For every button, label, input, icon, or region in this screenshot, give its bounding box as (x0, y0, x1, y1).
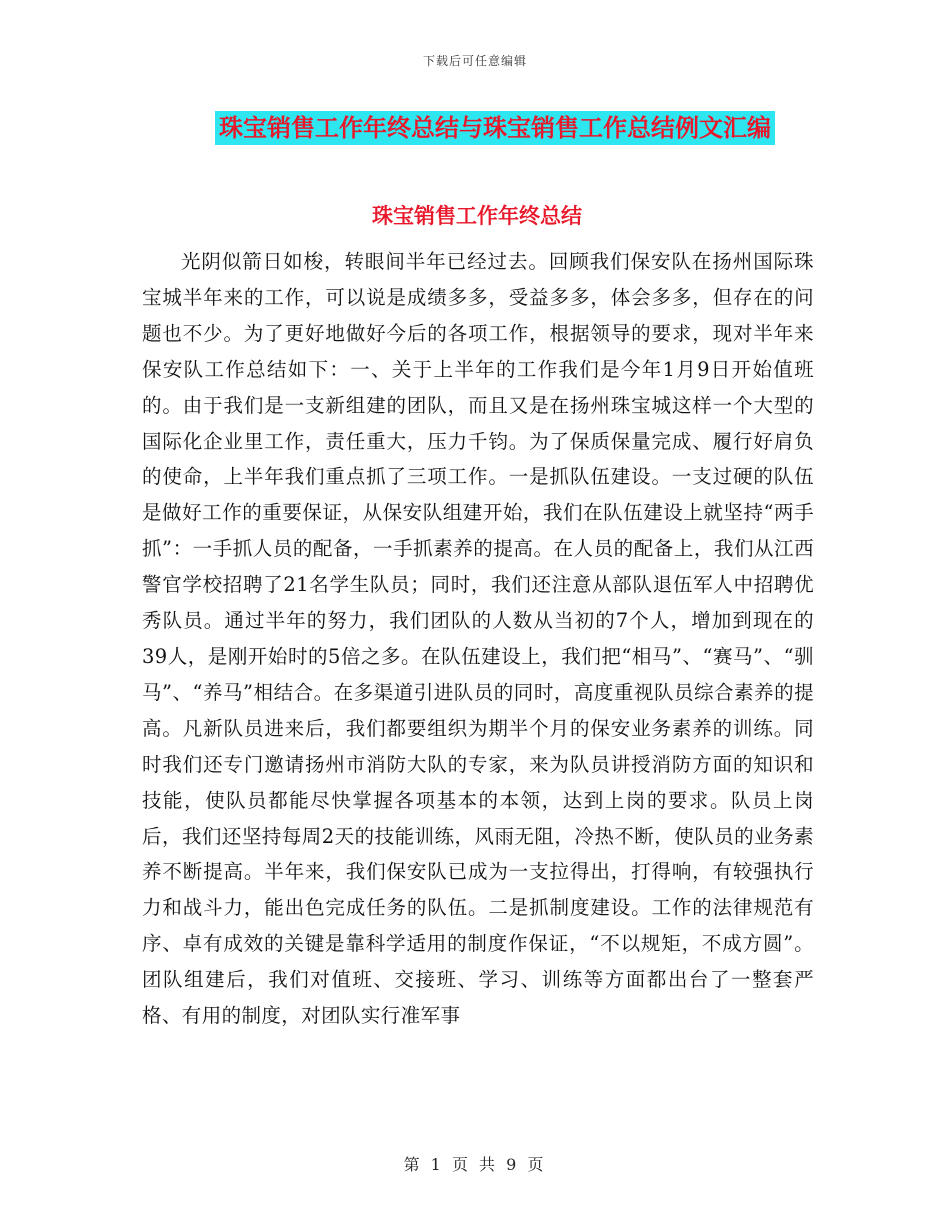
page-number-footer: 第 1 页 共 9 页 (403, 1155, 547, 1174)
body-paragraph: 光阴似箭日如梭，转眼间半年已经过去。回顾我们保安队在扬州国际珠宝城半年来的工作，可以说是成绩多多，受益多多，体会多多，但存在的问题也不少。为了更好地做好今后的各项工作，根据领导的要求，现对半年来保安队工作总结如下：一、关于上半年的工作我们是今年1月9日开始值班的。由于我们是一支新组建的团队，而且又是在扬州珠宝城这样一个大型的国际化企业里工作，责任重大，压力千钧。为了保质保量完成、履行好肩负的使命，上半年我们重点抓了三项工作。一是抓队伍建设。一支过硬的队伍是做好工作的重要保证，从保安队组建开始，我们在队伍建设上就坚持“两手抓”：一手抓人员的配备，一手抓素养的提高。在人员的配备上，我们从江西警官学校招聘了21名学生队员；同时，我们还注意从部队退伍军人中招聘优秀队员。通过半年的努力，我们团队的人数从当初的7个人，增加到现在的39人，是刚开始时的5倍之多。在队伍建设上，我们把“相马”、“赛马”、“驯马”、“养马”相结合。在多渠道引进队员的同时，高度重视队员综合素养的提高。凡新队员进来后，我们都要组织为期半个月的保安业务素养的训练。同时我们还专门邀请扬州市消防大队的专家，来为队员讲授消防方面的知识和技能，使队员都能尽快掌握各项基本的本领，达到上岗的要求。队员上岗后，我们还坚持每周2天的技能训练，风雨无阻，冷热不断，使队员的业务素养不断提高。半年来，我们保安队已成为一支拉得出，打得响，有较强执行力和战斗力，能出色完成任务的队伍。二是抓制度建设。工作的法律规范有序、卓有成效的关键是靠科学适用的制度作保证，“不以规矩，不成方圆”。团队组建后，我们对值班、交接班、学习、训练等方面都出台了一整套严格、有用的制度，对团队实行准军事 (142, 250, 814, 1028)
header-note: 下载后可任意编辑 (422, 54, 527, 68)
section-title: 珠宝销售工作年终总结 (372, 204, 582, 228)
document-title: 珠宝销售工作年终总结与珠宝销售工作总结例文汇编 (215, 111, 775, 145)
document-title-wrapper (0, 111, 950, 145)
